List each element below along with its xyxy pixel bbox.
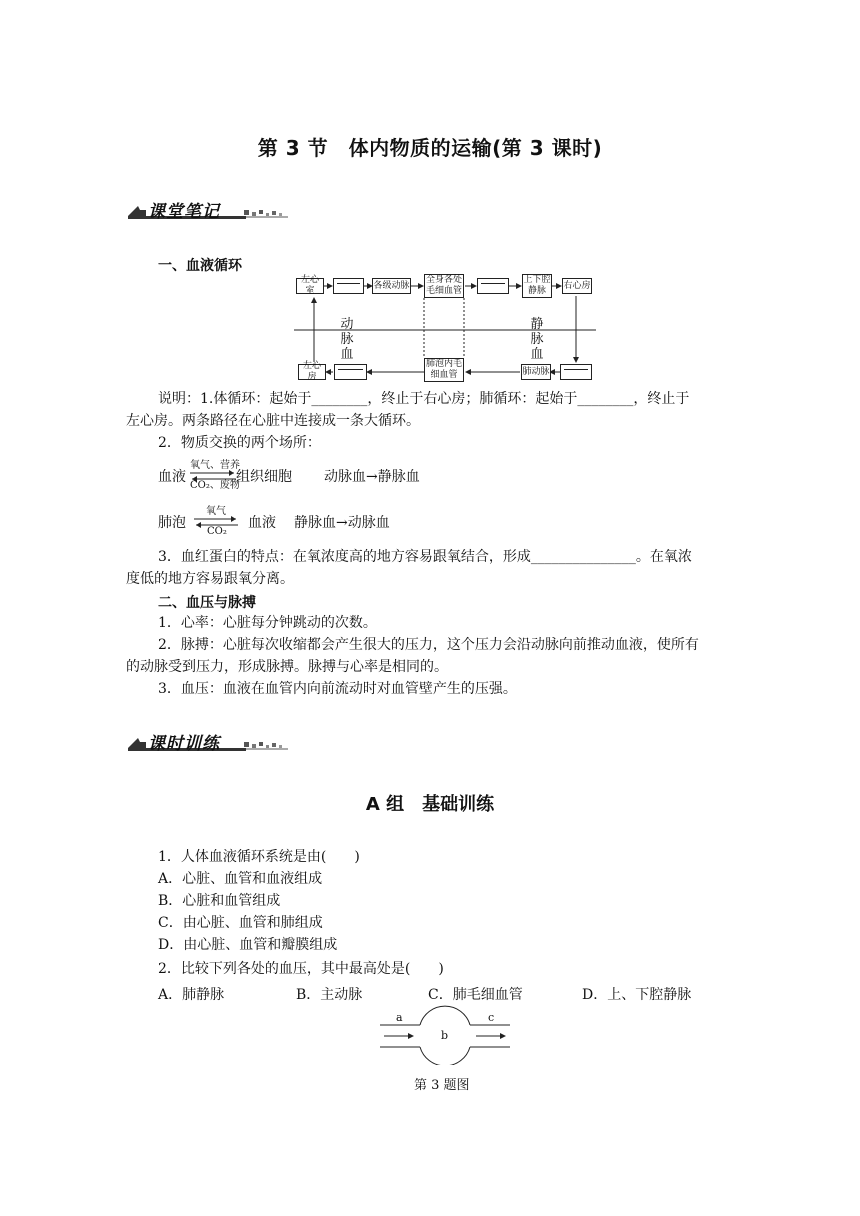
section-heading-circulation: 一、血液循环 xyxy=(158,258,242,274)
exchange1-right: 组织细胞 xyxy=(236,469,292,485)
circulation-diagram xyxy=(290,272,600,384)
bp-item-2-cont: 的动脉受到压力，形成脉搏。脉搏与心率是相同的。 xyxy=(126,659,448,675)
question-1: 1．人体血液循环系统是由( ) xyxy=(158,849,360,865)
question-2-option-b: B．主动脉 xyxy=(296,987,363,1003)
bp-item-2: 2．脉搏：心脏每次收缩都会产生很大的压力，这个压力会沿动脉向前推动血液，使所有 xyxy=(158,637,699,653)
note-3: 3．血红蛋白的特点：在氧浓度高的地方容易跟氧结合，形成_______________。在氧浓 xyxy=(158,549,692,565)
question-1-option-c: C．由心脏、血管和肺组成 xyxy=(158,915,323,931)
figure-3-caption: 第 3 题图 xyxy=(414,1078,470,1093)
question-1-option-b: B．心脏和血管组成 xyxy=(158,893,281,909)
label-arterial-blood: 动脉血 xyxy=(340,317,354,362)
exchange2-right: 血液 xyxy=(248,515,276,531)
section-heading-blood-pressure: 二、血压与脉搏 xyxy=(158,595,256,611)
exchange1-bottom: CO₂、废物 xyxy=(190,480,240,491)
question-2-option-d: D．上、下腔静脉 xyxy=(582,987,692,1003)
exchange1-change: 动脉血→静脉血 xyxy=(324,469,420,485)
label-a: a xyxy=(396,1011,403,1024)
box-left-atrium: 左心房 xyxy=(298,364,326,380)
box-right-atrium: 右心房 xyxy=(562,278,592,294)
box-arteries: 各级动脉 xyxy=(372,278,411,294)
exchange2-top: 氧气 xyxy=(206,506,226,517)
banner-label: 课时训练 xyxy=(148,734,220,754)
box-vena-cava: 上下腔静脉 xyxy=(523,275,551,296)
blank-box-2 xyxy=(477,278,509,294)
exchange2-left: 肺泡 xyxy=(158,515,186,531)
note-1: 说明：1.体循环：起始于________，终止于右心房；肺循环：起始于________，终止于 xyxy=(158,391,690,407)
question-1-option-d: D．由心脏、血管和瓣膜组成 xyxy=(158,937,338,953)
banner-label: 课堂笔记 xyxy=(148,202,220,222)
section-banner-training xyxy=(126,728,296,754)
label-venous-blood: 静脉血 xyxy=(530,317,544,362)
exchange1-top: 氧气、营养 xyxy=(190,460,240,471)
blank-box-4 xyxy=(560,364,592,380)
box-pulmonary-artery: 肺动脉 xyxy=(521,364,551,380)
exchange2-change: 静脉血→动脉血 xyxy=(294,515,390,531)
note-3-cont: 度低的地方容易跟氧分离。 xyxy=(126,571,294,587)
note-2: 2．物质交换的两个场所： xyxy=(158,435,321,451)
section-banner-notes xyxy=(126,196,296,222)
page-title: 第 3 节 体内物质的运输(第 3 课时) xyxy=(257,136,603,160)
blank-box-3 xyxy=(334,364,367,380)
exchange1-left: 血液 xyxy=(158,469,186,485)
question-2-option-a: A．肺静脉 xyxy=(158,987,225,1003)
bp-item-1: 1．心率：心脏每分钟跳动的次数。 xyxy=(158,615,377,631)
box-lung-capillaries: 肺泡内毛细血管 xyxy=(425,359,462,380)
box-left-ventricle: 左心室 xyxy=(296,278,324,294)
question-2: 2．比较下列各处的血压，其中最高处是( ) xyxy=(158,961,444,977)
box-body-capillaries: 全身各处毛细血管 xyxy=(425,275,462,296)
note-1-cont: 左心房。两条路径在心脏中连接成一条大循环。 xyxy=(126,413,420,429)
figure-3-vessel-diagram xyxy=(376,1005,514,1065)
exchange2-bottom: CO₂ xyxy=(207,526,227,537)
question-2-option-c: C．肺毛细血管 xyxy=(428,987,523,1003)
question-1-option-a: A．心脏、血管和血液组成 xyxy=(158,871,323,887)
label-b: b xyxy=(441,1029,449,1042)
label-c: c xyxy=(488,1011,495,1024)
blank-box-1 xyxy=(333,278,364,294)
group-title: A 组 基础训练 xyxy=(365,794,495,815)
bp-item-3: 3．血压：血液在血管内向前流动时对血管壁产生的压强。 xyxy=(158,681,517,697)
